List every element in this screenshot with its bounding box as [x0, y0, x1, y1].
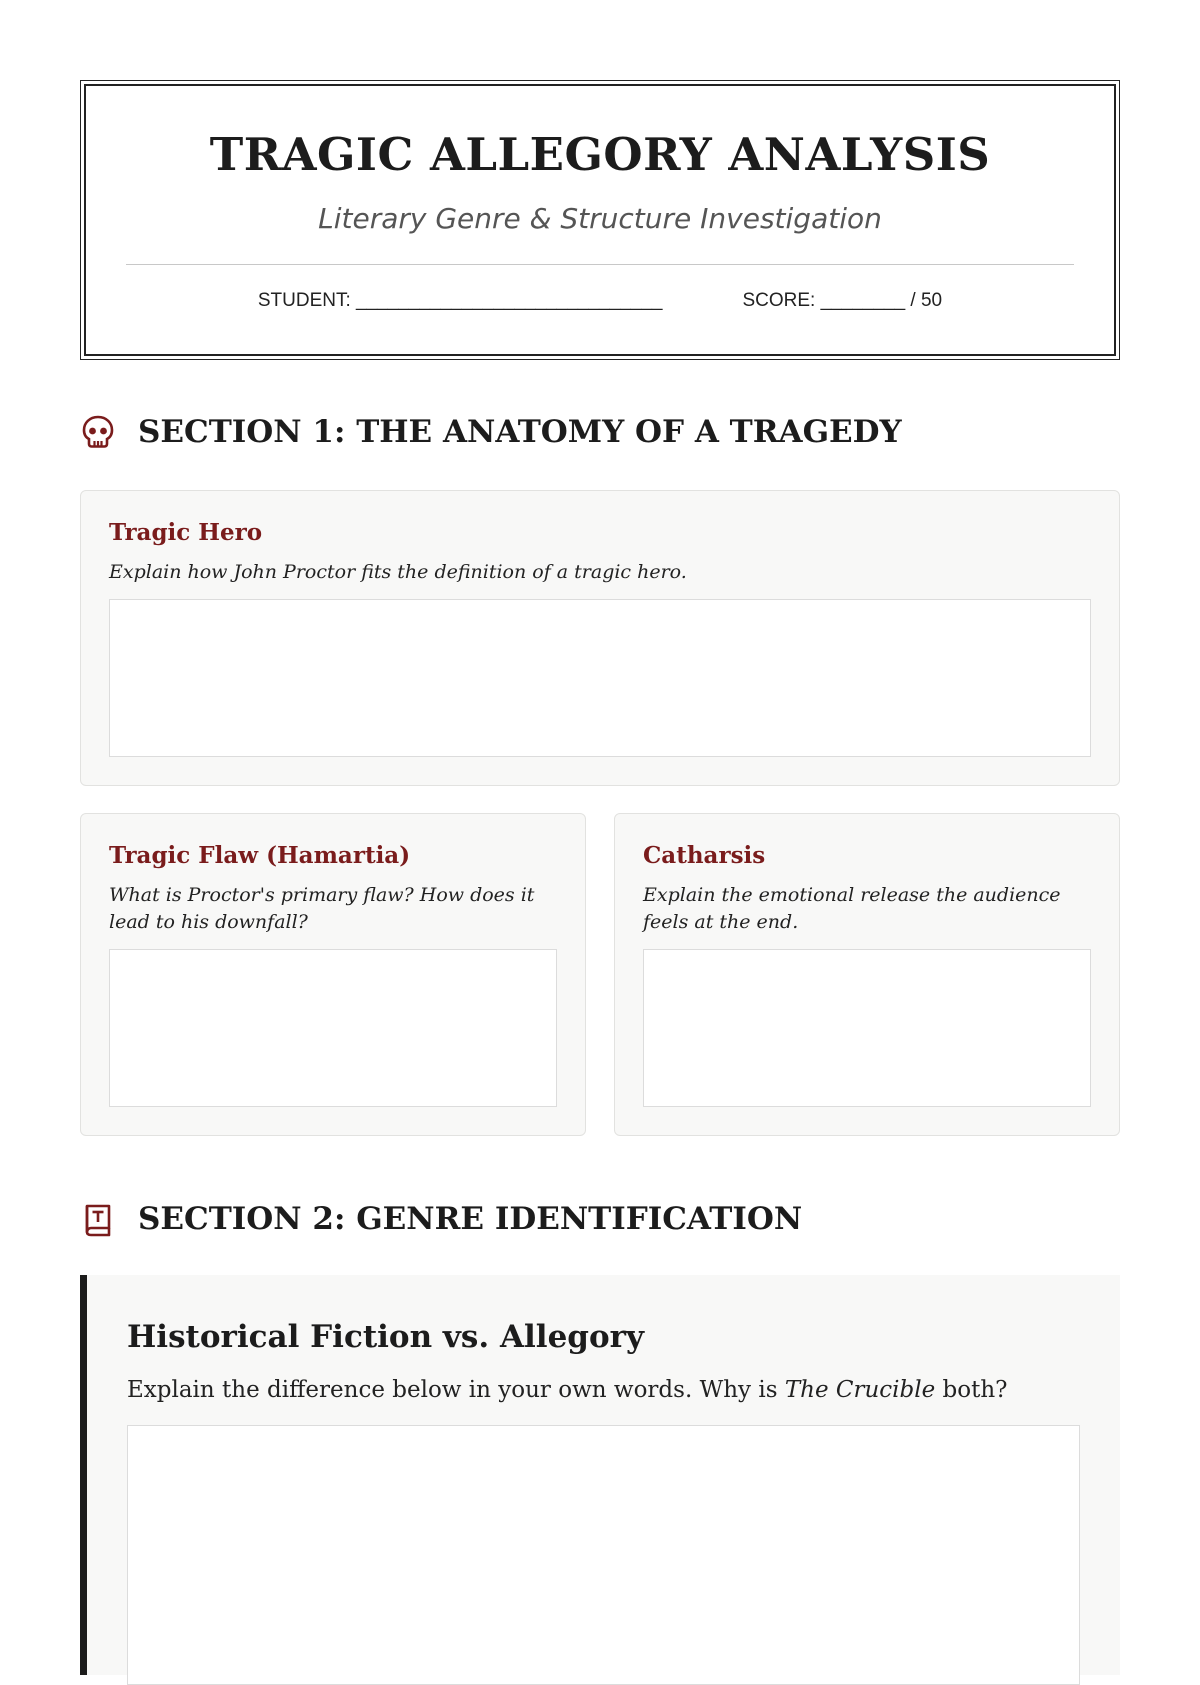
- skull-icon: [80, 414, 116, 450]
- header-inner-frame: [84, 84, 1116, 356]
- worksheet-header: [80, 80, 1120, 360]
- card-prompt: Explain how John Proctor fits the definition of a tragic hero.: [109, 561, 687, 583]
- card-prompt: What is Proctor's primary flaw? How does it lead to his downfall?: [109, 884, 535, 933]
- section-2-title: SECTION 2: GENRE IDENTIFICATION: [138, 1201, 803, 1237]
- prompt-text-start: Explain the difference below in your own words. Why is: [127, 1377, 785, 1403]
- panel-prompt: [127, 1377, 1008, 1403]
- page-title: TRAGIC ALLEGORY ANALYSIS: [209, 128, 991, 181]
- card-tragic-hero: [80, 490, 1120, 786]
- score-field[interactable]: SCORE: ________ / 50: [742, 290, 943, 311]
- card-title: Tragic Flaw (Hamartia): [109, 842, 411, 869]
- answer-box-tragic-flaw[interactable]: [109, 949, 557, 1107]
- prompt-book-title: The Crucible: [784, 1377, 936, 1403]
- card-title: Catharsis: [643, 842, 766, 869]
- answer-box-genre[interactable]: [127, 1425, 1080, 1685]
- student-name-field[interactable]: STUDENT: _____________________________: [257, 290, 663, 311]
- genre-panel: [80, 1275, 1120, 1675]
- meta-row: [86, 290, 1114, 312]
- card-tragic-flaw: [80, 813, 586, 1136]
- card-catharsis: [614, 813, 1120, 1136]
- book-icon: [80, 1201, 116, 1237]
- section-1-title: SECTION 1: THE ANATOMY OF A TRAGEDY: [138, 414, 902, 450]
- card-prompt: Explain the emotional release the audience feels at the end.: [643, 884, 1061, 933]
- answer-box-tragic-hero[interactable]: [109, 599, 1091, 757]
- page-subtitle: Literary Genre & Structure Investigation: [318, 202, 882, 235]
- section-2-heading: [80, 1197, 802, 1241]
- panel-title: Historical Fiction vs. Allegory: [127, 1319, 644, 1355]
- header-divider: [126, 264, 1074, 265]
- section-1-heading: [80, 410, 902, 454]
- card-title: Tragic Hero: [109, 519, 263, 546]
- answer-box-catharsis[interactable]: [643, 949, 1091, 1107]
- prompt-text-end: both?: [935, 1377, 1008, 1403]
